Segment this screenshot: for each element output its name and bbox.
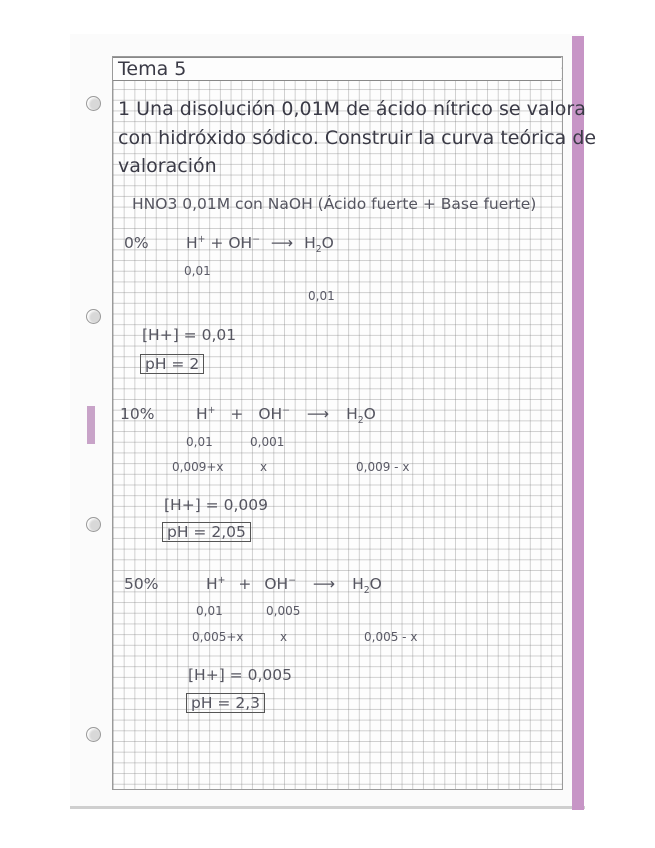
binder-hole-icon	[86, 517, 101, 532]
x-term: x	[260, 460, 268, 474]
base-amount: 0,005	[266, 604, 301, 618]
h-concentration: [H+] = 0,009	[164, 496, 268, 514]
remaining-acid: 0,005+x	[192, 630, 244, 644]
setup-line: HNO3 0,01M con NaOH (Ácido fuerte + Base fuerte)	[132, 195, 537, 213]
side-brand-label	[87, 406, 95, 444]
product-amount: 0,01	[308, 289, 335, 303]
ph-result: pH = 2	[140, 354, 204, 374]
binder-hole-icon	[86, 727, 101, 742]
acid-amount: 0,01	[196, 604, 223, 618]
reaction-equation: H+ + OH− ⟶ $H_2O$	[196, 405, 376, 427]
acid-amount: 0,01	[186, 435, 213, 449]
h-concentration: [H+] = 0,005	[188, 666, 292, 684]
page-title: Tema 5	[118, 58, 187, 80]
ph-result: pH = 2,3	[186, 693, 265, 713]
step-percent: 50%	[124, 575, 159, 593]
x-term: x	[280, 630, 288, 644]
reaction-equation: H+ + OH− ⟶ $H_2O$	[186, 234, 334, 256]
binder-hole-icon	[86, 309, 101, 324]
problem-line: 1 Una disolución 0,01M de ácido nítrico se valora	[118, 98, 586, 120]
remaining-acid: 0,009+x	[172, 460, 224, 474]
product-amount: 0,005 - x	[364, 630, 418, 644]
page-edge-shadow	[70, 806, 585, 809]
base-amount: 0,001	[250, 435, 285, 449]
h-concentration: [H+] = 0,01	[142, 326, 237, 344]
step-percent: 0%	[124, 234, 149, 252]
acid-amount: 0,01	[184, 264, 211, 278]
problem-line: valoración	[118, 155, 217, 177]
product-amount: 0,009 - x	[356, 460, 410, 474]
problem-line: con hidróxido sódico. Construir la curva teórica de	[118, 127, 597, 149]
margin-strip	[572, 36, 584, 810]
binder-hole-icon	[86, 96, 101, 111]
ph-result: pH = 2,05	[162, 522, 251, 542]
step-percent: 10%	[120, 405, 155, 423]
reaction-equation: H+ + OH− ⟶ $H_2O$	[206, 575, 382, 597]
